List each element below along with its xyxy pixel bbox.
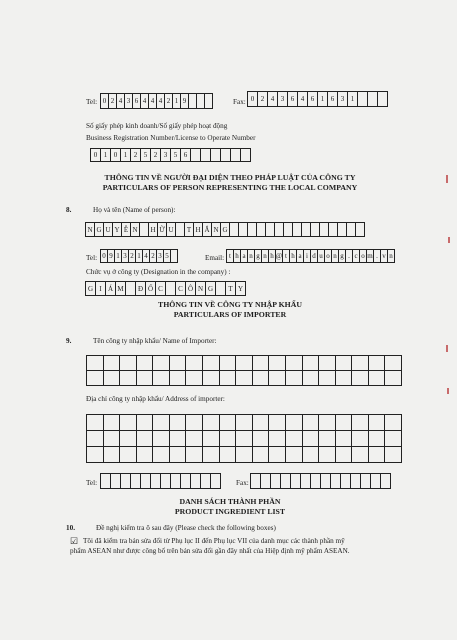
grid-cell[interactable] [269,356,286,371]
grid-cell[interactable] [352,447,369,463]
ingredients-instruction: Đề nghị kiểm tra ô sau đây (Please check the following boxes) [96,524,276,532]
grid-cell[interactable] [319,447,336,463]
char-box[interactable]: 2 [257,91,268,107]
char-box[interactable]: G [220,222,230,237]
company-fax-boxes[interactable] [248,91,388,107]
grid-cell[interactable] [236,447,253,463]
char-box[interactable]: U [103,222,113,237]
char-box[interactable]: 6 [180,148,191,162]
grid-cell[interactable] [104,447,121,463]
char-box[interactable]: H [193,222,203,237]
grid-cell[interactable] [137,447,154,463]
registration-number-boxes[interactable] [91,148,251,162]
grid-cell[interactable] [369,415,386,431]
char-box[interactable]: Ô [185,281,196,296]
char-box[interactable] [170,249,178,263]
grid-cell[interactable] [369,371,386,386]
grid-cell[interactable] [286,371,303,386]
grid-cell[interactable] [286,447,303,463]
char-box[interactable]: g [254,249,262,263]
importer-fax-boxes[interactable] [251,473,391,489]
grid-cell[interactable] [336,371,353,386]
char-box[interactable] [240,148,251,162]
char-box[interactable]: t [282,249,290,263]
grid-cell[interactable] [220,415,237,431]
char-box[interactable]: G [205,281,216,296]
grid-cell[interactable] [303,371,320,386]
grid-cell[interactable] [336,431,353,447]
representative-heading-vi: THÔNG TIN VỀ NGƯỜI ĐẠI DIỆN THEO PHÁP LUẬT CỦA CÔNG TY [104,173,356,182]
char-box[interactable]: n [247,249,255,263]
grid-cell[interactable] [220,431,237,447]
grid-cell[interactable] [203,415,220,431]
char-box[interactable]: T [225,281,236,296]
char-box[interactable]: H [148,222,158,237]
margin-mark [446,175,448,183]
grid-cell[interactable] [352,431,369,447]
person-tel-boxes[interactable] [101,249,178,263]
grid-cell[interactable] [319,431,336,447]
char-box[interactable]: u [317,249,325,263]
char-box[interactable]: 5 [163,249,171,263]
char-box[interactable]: Ữ [157,222,167,237]
char-box[interactable]: 3 [121,249,129,263]
grid-cell[interactable] [137,415,154,431]
grid-cell[interactable] [319,415,336,431]
ingredients-heading [60,497,400,517]
grid-cell[interactable] [153,371,170,386]
grid-cell[interactable] [286,431,303,447]
grid-cell[interactable] [269,415,286,431]
grid-cell[interactable] [220,371,237,386]
char-box[interactable]: C [175,281,186,296]
char-box[interactable]: h [233,249,241,263]
grid-cell[interactable] [236,431,253,447]
grid-cell[interactable] [104,371,121,386]
char-box[interactable]: T [184,222,194,237]
grid-cell[interactable] [336,415,353,431]
grid-cell[interactable] [303,415,320,431]
grid-cell[interactable] [385,371,402,386]
char-box[interactable]: I [95,281,106,296]
char-box[interactable]: 2 [149,249,157,263]
char-box[interactable] [355,222,365,237]
grid-cell[interactable] [385,447,402,463]
ingredients-statement-line2: phẩm ASEAN như được công bố trên bản sửa đổi gần đây nhất của Hiệp định mỹ phẩm ASEAN. [70,547,350,555]
grid-cell[interactable] [303,447,320,463]
grid-cell[interactable] [203,356,220,371]
grid-cell[interactable] [319,371,336,386]
company-tel-label: Tel: [86,98,98,106]
ingredients-statement-line1: Tôi đã kiểm tra bản sửa đổi từ Phụ lục II đến Phụ lục VII của danh mục các thành phần mỹ [83,537,345,545]
grid-cell[interactable] [253,356,270,371]
char-box[interactable]: G [94,222,104,237]
char-box[interactable]: 0 [247,91,258,107]
registration-label-en: Business Registration Number/License to Operate Number [86,134,256,142]
char-box[interactable]: N [130,222,140,237]
person-tel-label: Tel: [86,254,98,262]
grid-cell[interactable] [120,431,137,447]
char-box[interactable]: o [359,249,367,263]
grid-cell[interactable] [87,371,104,386]
grid-cell[interactable] [369,431,386,447]
importer-name-label: Tên công ty nhập khẩu/ Name of Importer: [93,337,217,345]
grid-cell[interactable] [385,415,402,431]
char-box[interactable]: a [296,249,304,263]
char-box[interactable]: 0 [110,148,121,162]
designation-boxes[interactable] [86,281,246,296]
grid-cell[interactable] [203,447,220,463]
ingredients-heading-en: PRODUCT INGREDIENT LIST [174,507,286,517]
char-box[interactable]: Ố [145,281,156,296]
grid-cell[interactable] [286,356,303,371]
importer-tel-label: Tel: [86,479,98,487]
grid-cell[interactable] [120,356,137,371]
grid-cell[interactable] [269,447,286,463]
person-email-label: Email: [205,254,225,262]
char-box[interactable] [380,473,391,489]
grid-cell[interactable] [220,447,237,463]
person-name-boxes[interactable] [86,222,365,237]
char-box[interactable]: G [85,281,96,296]
grid-cell[interactable] [170,356,187,371]
grid-cell[interactable] [153,356,170,371]
char-box[interactable]: N [211,222,221,237]
grid-cell[interactable] [203,431,220,447]
grid-cell[interactable] [104,356,121,371]
char-box[interactable] [204,93,213,109]
person-email-boxes[interactable] [227,249,395,263]
grid-cell[interactable] [352,371,369,386]
char-box[interactable]: 9 [180,93,189,109]
char-box[interactable]: 3 [277,91,288,107]
grid-cell[interactable] [120,415,137,431]
grid-cell[interactable] [352,356,369,371]
char-box[interactable]: 0 [100,249,108,263]
char-box[interactable]: Y [235,281,246,296]
grid-cell[interactable] [336,447,353,463]
grid-cell[interactable] [153,415,170,431]
char-box[interactable]: 6 [287,91,298,107]
char-box[interactable]: 4 [140,93,149,109]
char-box[interactable]: Á [105,281,116,296]
char-box[interactable]: N [195,281,206,296]
grid-cell[interactable] [87,415,104,431]
grid-cell[interactable] [203,371,220,386]
char-box[interactable]: 2 [150,148,161,162]
char-box[interactable]: 4 [116,93,125,109]
char-box[interactable]: m [366,249,374,263]
margin-mark [448,237,450,243]
char-box[interactable]: 3 [337,91,348,107]
char-box[interactable]: 4 [297,91,308,107]
item-10-number: 10. [66,524,75,532]
company-tel-boxes[interactable] [101,93,213,109]
importer-address-grid[interactable] [86,414,402,463]
char-box[interactable]: 5 [140,148,151,162]
char-box[interactable]: a [240,249,248,263]
char-box[interactable]: o [324,249,332,263]
char-box[interactable]: c [352,249,360,263]
char-box[interactable]: 2 [130,148,141,162]
item-9-number: 9. [66,337,72,345]
representative-heading-en: PARTICULARS OF PERSON REPRESENTING THE LOCAL COMPANY [102,183,358,193]
grid-cell[interactable] [236,356,253,371]
char-box[interactable]: 3 [156,249,164,263]
char-box[interactable]: 3 [160,148,171,162]
char-box[interactable]: h [268,249,276,263]
char-box[interactable]: 0 [100,93,109,109]
grid-cell[interactable] [87,447,104,463]
grid-cell[interactable] [170,431,187,447]
company-fax-label: Fax: [233,98,246,106]
char-box[interactable]: . [345,249,353,263]
margin-mark [446,345,448,352]
char-box[interactable]: Ễ [121,222,131,237]
char-box[interactable]: 1 [135,249,143,263]
char-box[interactable]: i [303,249,311,263]
char-box[interactable]: 3 [124,93,133,109]
grid-cell[interactable] [369,356,386,371]
grid-cell[interactable] [186,356,203,371]
char-box[interactable]: g [338,249,346,263]
grid-cell[interactable] [385,356,402,371]
char-box[interactable]: M [115,281,126,296]
char-box[interactable]: n [387,249,395,263]
importer-address-label: Địa chỉ công ty nhập khẩu/ Address of importer: [86,395,225,403]
char-box[interactable]: U [166,222,176,237]
registration-label-vi: Số giấy phép kinh doanh/Số giấy phép hoạt động [86,122,228,130]
grid-cell[interactable] [137,356,154,371]
grid-cell[interactable] [120,447,137,463]
importer-tel-boxes[interactable] [101,473,221,489]
char-box[interactable]: 2 [108,93,117,109]
importer-name-grid[interactable] [86,355,402,386]
char-box[interactable]: 5 [170,148,181,162]
grid-cell[interactable] [253,431,270,447]
grid-cell[interactable] [87,356,104,371]
char-box[interactable] [377,91,388,107]
representative-heading [60,173,400,193]
char-box[interactable]: t [226,249,234,263]
char-box[interactable]: 1 [317,91,328,107]
char-box[interactable]: 4 [148,93,157,109]
char-box[interactable]: 2 [128,249,136,263]
grid-cell[interactable] [286,415,303,431]
char-box[interactable]: 1 [120,148,131,162]
char-box[interactable]: d [310,249,318,263]
grid-cell[interactable] [303,356,320,371]
char-box[interactable]: v [380,249,388,263]
grid-cell[interactable] [253,415,270,431]
importer-heading-en: PARTICULARS OF IMPORTER [173,310,287,320]
grid-cell[interactable] [186,371,203,386]
char-box[interactable]: C [155,281,166,296]
char-box[interactable]: n [261,249,269,263]
grid-cell[interactable] [369,447,386,463]
char-box[interactable]: 4 [142,249,150,263]
grid-cell[interactable] [303,431,320,447]
char-box[interactable]: n [331,249,339,263]
grid-cell[interactable] [104,431,121,447]
char-box[interactable]: 4 [156,93,165,109]
importer-heading [60,300,400,320]
ingredients-checkbox[interactable]: ☑ [70,536,79,546]
grid-cell[interactable] [236,371,253,386]
grid-cell[interactable] [170,447,187,463]
grid-cell[interactable] [137,371,154,386]
char-box[interactable]: 1 [347,91,358,107]
char-box[interactable]: 6 [327,91,338,107]
grid-cell[interactable] [87,431,104,447]
grid-cell[interactable] [269,431,286,447]
char-box[interactable]: 1 [100,148,111,162]
grid-cell[interactable] [186,447,203,463]
char-box[interactable]: 6 [132,93,141,109]
grid-cell[interactable] [186,415,203,431]
char-box[interactable]: 4 [267,91,278,107]
margin-mark [447,388,449,394]
char-box[interactable]: 0 [90,148,101,162]
char-box[interactable] [210,473,221,489]
char-box[interactable]: 2 [164,93,173,109]
importer-heading-vi: THÔNG TIN VỀ CÔNG TY NHẬP KHẨU [158,300,302,309]
grid-cell[interactable] [336,356,353,371]
person-name-label: Họ và tên (Name of person): [93,206,176,214]
grid-cell[interactable] [170,415,187,431]
grid-cell[interactable] [220,356,237,371]
grid-cell[interactable] [352,415,369,431]
grid-cell[interactable] [253,371,270,386]
grid-cell[interactable] [120,371,137,386]
char-box[interactable]: h [289,249,297,263]
grid-cell[interactable] [186,431,203,447]
item-8-number: 8. [66,206,72,214]
grid-cell[interactable] [319,356,336,371]
ingredients-heading-vi: DANH SÁCH THÀNH PHẦN [179,497,281,506]
grid-cell[interactable] [269,371,286,386]
char-box[interactable]: Đ [135,281,146,296]
char-box[interactable]: 6 [307,91,318,107]
grid-cell[interactable] [104,415,121,431]
char-box[interactable]: N [85,222,95,237]
grid-cell[interactable] [170,371,187,386]
grid-cell[interactable] [137,431,154,447]
char-box[interactable]: Ắ [202,222,212,237]
char-box[interactable]: Y [112,222,122,237]
char-box[interactable]: 1 [172,93,181,109]
char-box[interactable]: 9 [107,249,115,263]
grid-cell[interactable] [385,431,402,447]
designation-label: Chức vụ ở công ty (Designation in the company) : [86,268,231,276]
grid-cell[interactable] [153,447,170,463]
grid-cell[interactable] [236,415,253,431]
importer-fax-label: Fax: [236,479,249,487]
char-box[interactable]: 1 [114,249,122,263]
char-box[interactable]: @ [275,249,283,263]
grid-cell[interactable] [153,431,170,447]
grid-cell[interactable] [253,447,270,463]
char-box[interactable]: . [373,249,381,263]
